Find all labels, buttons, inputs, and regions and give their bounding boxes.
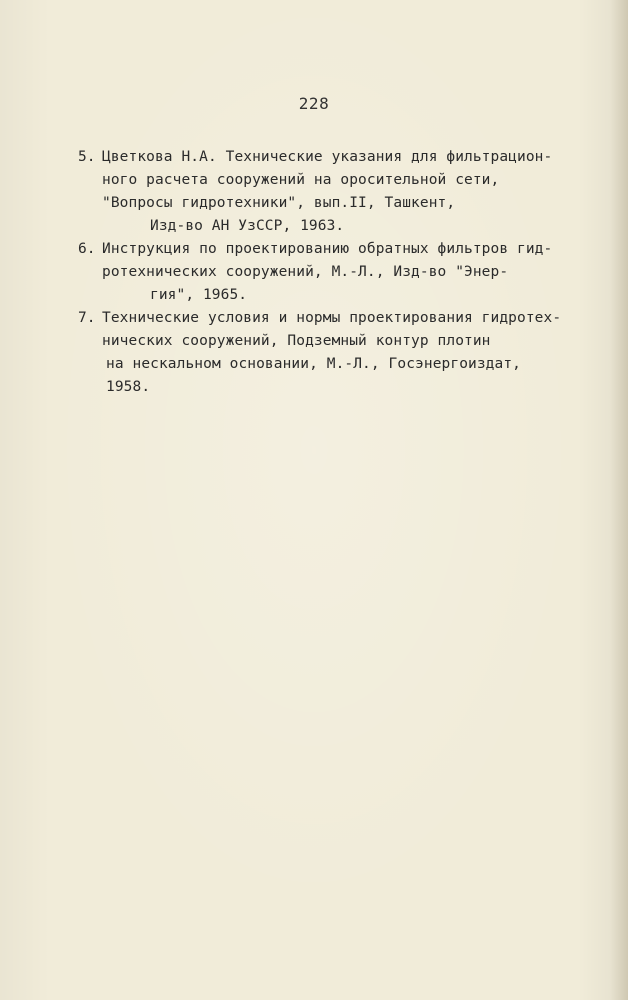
reference-line: "Вопросы гидротехники", вып.II, Ташкент,: [102, 195, 456, 211]
reference-list: [78, 146, 608, 399]
reference-item: [78, 307, 608, 399]
reference-line: на нескальном основании, М.-Л., Госэнергоиздат,: [106, 356, 521, 372]
reference-line: Технические условия и нормы проектирования гидротех-: [102, 310, 562, 326]
reference-number: 5.: [78, 149, 96, 165]
reference-line: нических сооружений, Подземный контур плотин: [102, 333, 491, 349]
reference-line: 1958.: [106, 379, 151, 395]
page-edge-shadow: [610, 0, 628, 1000]
reference-item: [78, 238, 608, 307]
reference-number: 7.: [78, 310, 96, 326]
reference-line: Цветкова Н.А. Технические указания для фильтрацион-: [102, 149, 553, 165]
reference-line: гия", 1965.: [150, 287, 248, 303]
page-number: 228: [298, 94, 330, 113]
reference-line: ротехнических сооружений, М.-Л., Изд-во "Энер-: [102, 264, 509, 280]
reference-line: Изд-во АН УзССР, 1963.: [150, 218, 345, 234]
reference-number: 6.: [78, 241, 96, 257]
reference-line: ного расчета сооружений на оросительной сети,: [102, 172, 500, 188]
reference-line: Инструкция по проектированию обратных фильтров гид-: [102, 241, 553, 257]
reference-item: [78, 146, 608, 238]
